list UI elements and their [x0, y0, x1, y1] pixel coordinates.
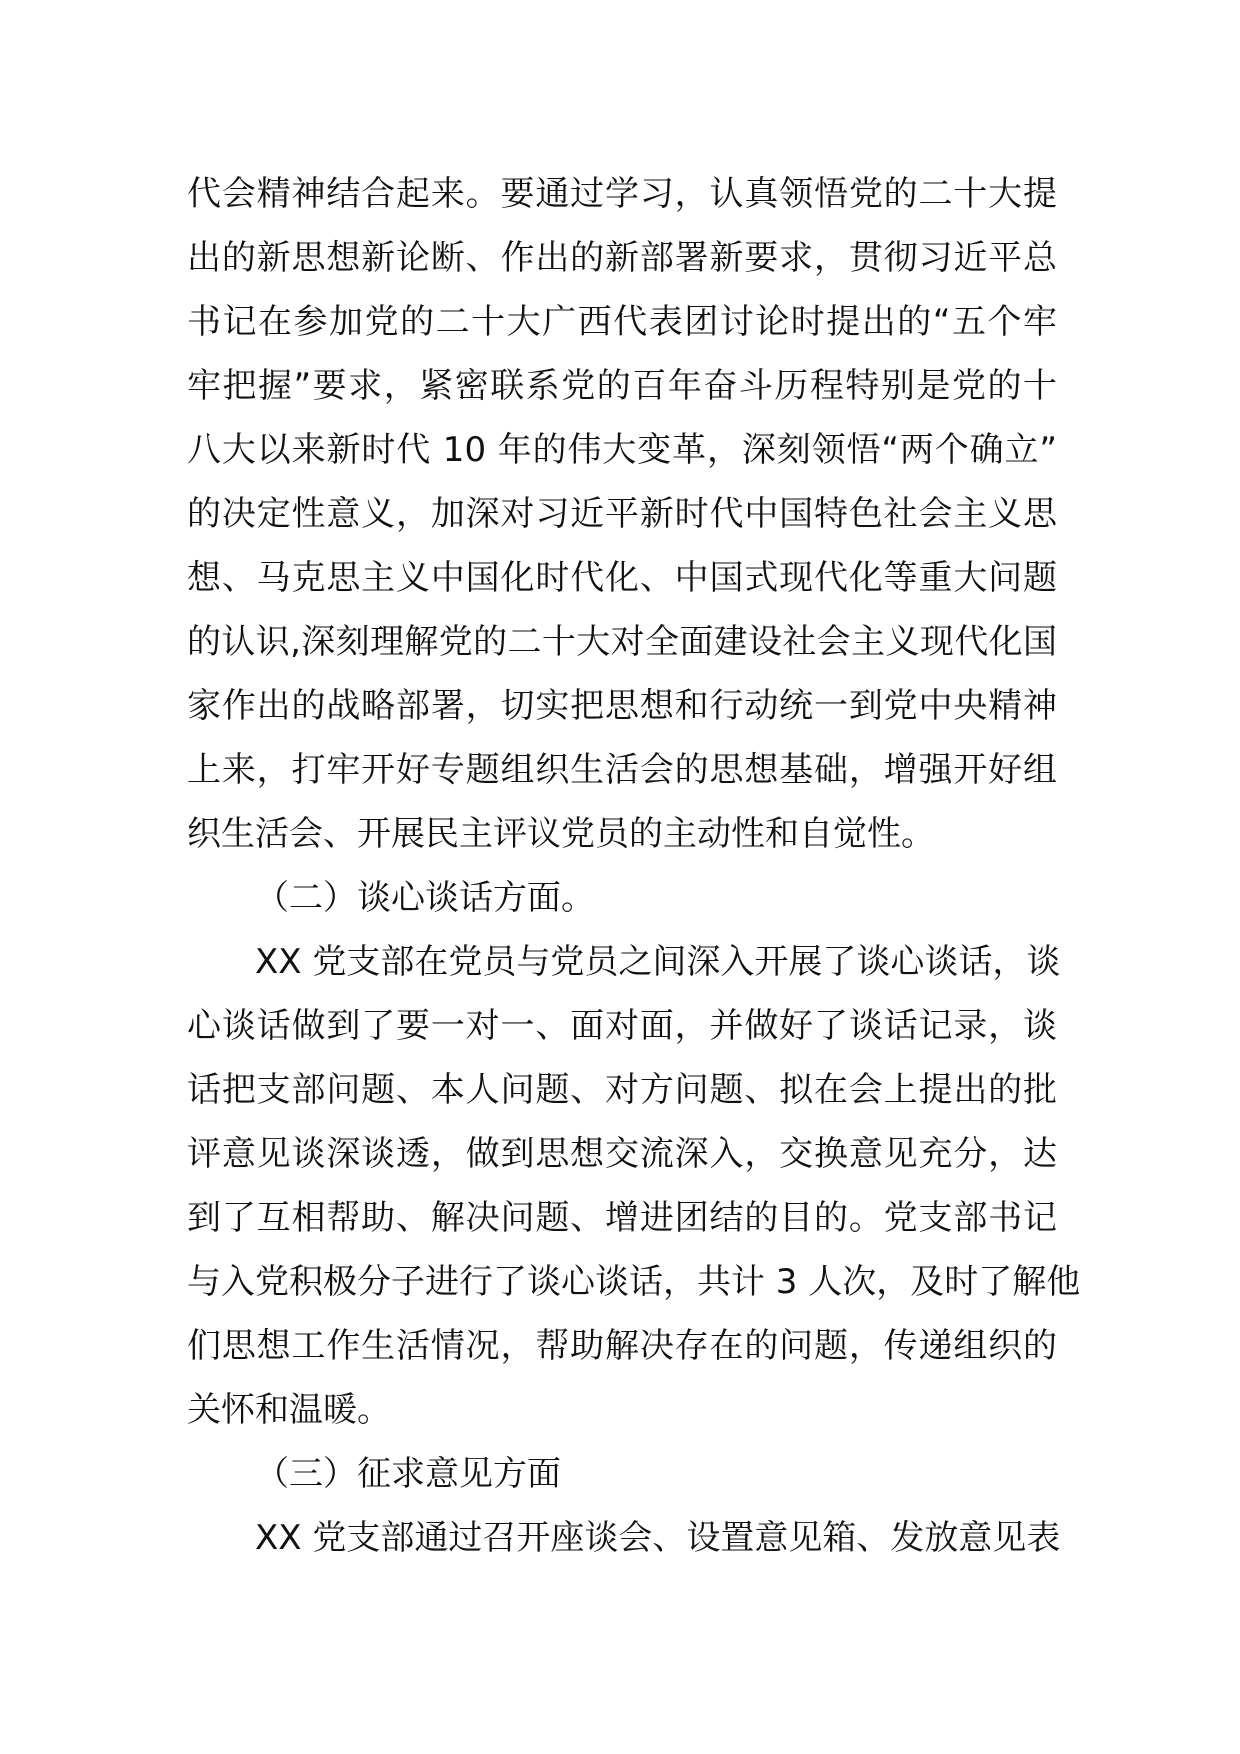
- document-body: [187, 162, 1081, 1570]
- text-line: XX 党支部在党员与党员之间深入开展了谈心谈话，谈: [255, 942, 1061, 982]
- text-line: 想、马克思主义中国化时代化、中国式现代化等重大问题: [187, 558, 1057, 598]
- text-line: 的认识,深刻理解党的二十大对全面建设社会主义现代化国: [187, 622, 1057, 662]
- text-line: XX 党支部通过召开座谈会、设置意见箱、发放意见表: [255, 1518, 1061, 1558]
- section-heading-opinions: （三）征求意见方面: [255, 1454, 561, 1494]
- text-line: 代会精神结合起来。要通过学习，认真领悟党的二十大提: [187, 174, 1057, 214]
- text-line: 话把支部问题、本人问题、对方问题、拟在会上提出的批: [187, 1070, 1057, 1110]
- text-line: 心谈话做到了要一对一、面对面，并做好了谈话记录，谈: [187, 1006, 1057, 1046]
- text-line: 牢把握”要求，紧密联系党的百年奋斗历程特别是党的十: [187, 366, 1057, 406]
- paragraph-talks: [187, 930, 1081, 1442]
- text-line: 八大以来新时代 10 年的伟大变革，深刻领悟“两个确立”: [187, 430, 1057, 470]
- text-line: 关怀和温暖。: [187, 1390, 391, 1430]
- text-line: 评意见谈深谈透，做到思想交流深入，交换意见充分，达: [187, 1134, 1057, 1174]
- text-line: 家作出的战略部署，切实把思想和行动统一到党中央精神: [187, 686, 1057, 726]
- text-line: 与入党积极分子进行了谈心谈话，共计 3 人次，及时了解他: [187, 1262, 1081, 1302]
- text-line: 们思想工作生活情况，帮助解决存在的问题，传递组织的: [187, 1326, 1057, 1366]
- paragraph-study: [187, 162, 1057, 866]
- text-line: 书记在参加党的二十大广西代表团讨论时提出的“五个牢: [187, 302, 1057, 342]
- text-line: 上来，打牢开好专题组织生活会的思想基础，增强开好组: [187, 750, 1057, 790]
- text-line: 织生活会、开展民主评议党员的主动性和自觉性。: [187, 814, 935, 854]
- text-line: 的决定性意义，加深对习近平新时代中国特色社会主义思: [187, 494, 1057, 534]
- text-line: 出的新思想新论断、作出的新部署新要求，贯彻习近平总: [187, 238, 1057, 278]
- text-line: 到了互相帮助、解决问题、增进团结的目的。党支部书记: [187, 1198, 1057, 1238]
- section-heading-talks: （二）谈心谈话方面。: [255, 878, 595, 918]
- paragraph-opinions: [187, 1506, 1061, 1570]
